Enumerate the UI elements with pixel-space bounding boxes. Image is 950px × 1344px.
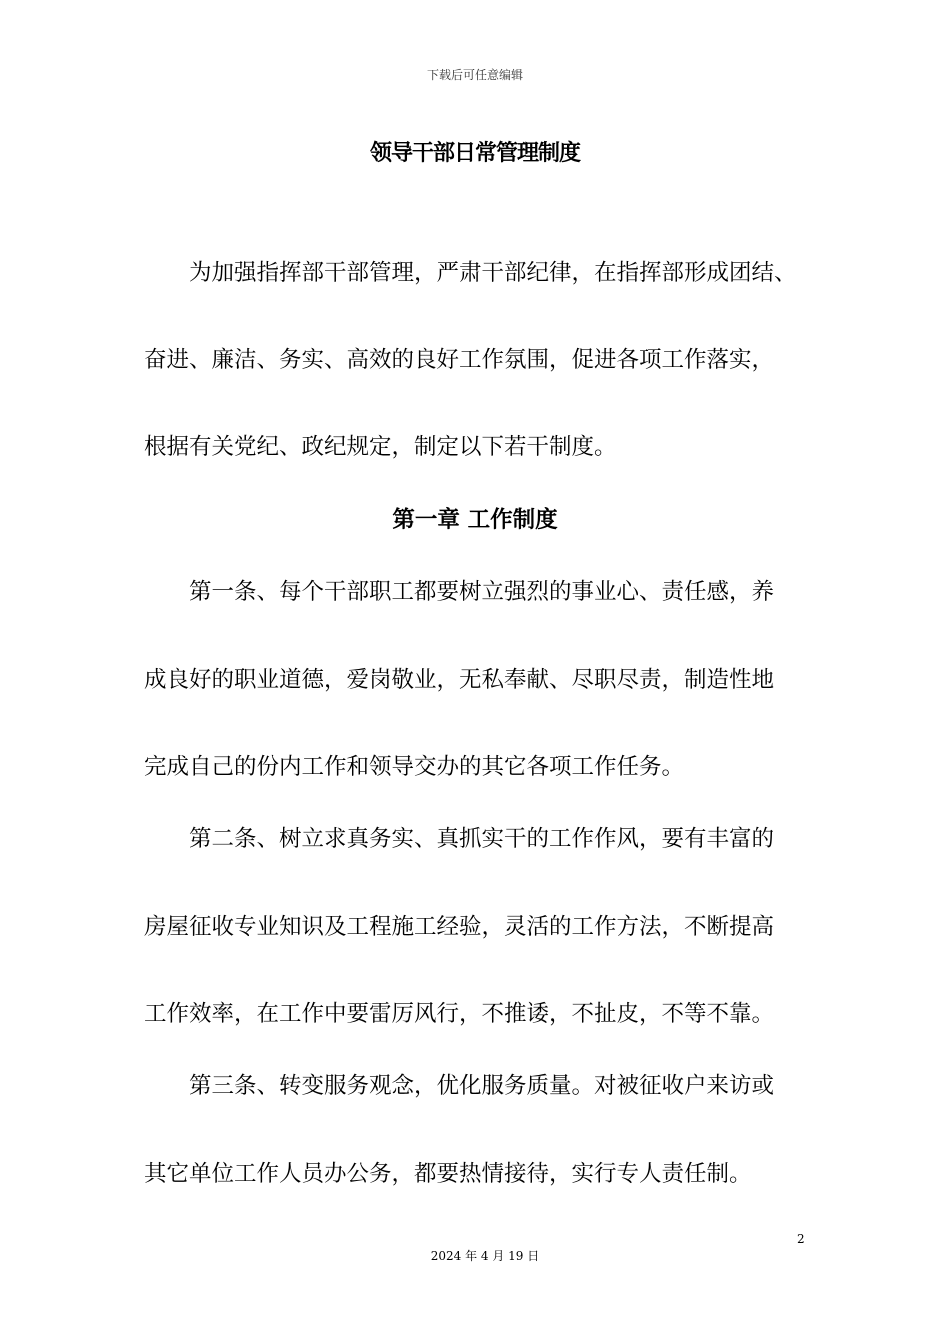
paragraph-line: 第三条、转变服务观念，优化服务质量。对被征收户来访或 <box>189 1073 775 1099</box>
paragraph-line: 第一条、每个干部职工都要树立强烈的事业心、责任感，养 <box>189 579 775 605</box>
paragraph-line: 成良好的职业道德，爱岗敬业，无私奉献、尽职尽责，制造性地 <box>144 667 775 693</box>
footer-date: 2024 年 4 月 19 日 <box>430 1249 540 1263</box>
page-number: 2 <box>797 1232 805 1246</box>
paragraph-line: 根据有关党纪、政纪规定，制定以下若干制度。 <box>144 434 617 460</box>
paragraph-line: 工作效率，在工作中要雷厉风行，不推诿，不扯皮，不等不靠。 <box>144 1001 775 1027</box>
paragraph-line: 第二条、树立求真务实、真抓实干的工作作风，要有丰富的 <box>189 826 775 852</box>
paragraph-line: 房屋征收专业知识及工程施工经验，灵活的工作方法，不断提高 <box>144 914 775 940</box>
paragraph-line: 完成自己的份内工作和领导交办的其它各项工作任务。 <box>144 754 685 780</box>
paragraph-line: 为加强指挥部干部管理，严肃干部纪律，在指挥部形成团结、 <box>189 260 797 286</box>
paragraph-line: 其它单位工作人员办公务，都要热情接待，实行专人责任制。 <box>144 1161 752 1187</box>
header-note: 下载后可任意编辑 <box>426 68 523 82</box>
document-title: 领导干部日常管理制度 <box>369 141 580 166</box>
paragraph-line: 奋进、廉洁、务实、高效的良好工作氛围，促进各项工作落实， <box>144 347 775 373</box>
chapter-title: 第一章 工作制度 <box>392 507 558 533</box>
